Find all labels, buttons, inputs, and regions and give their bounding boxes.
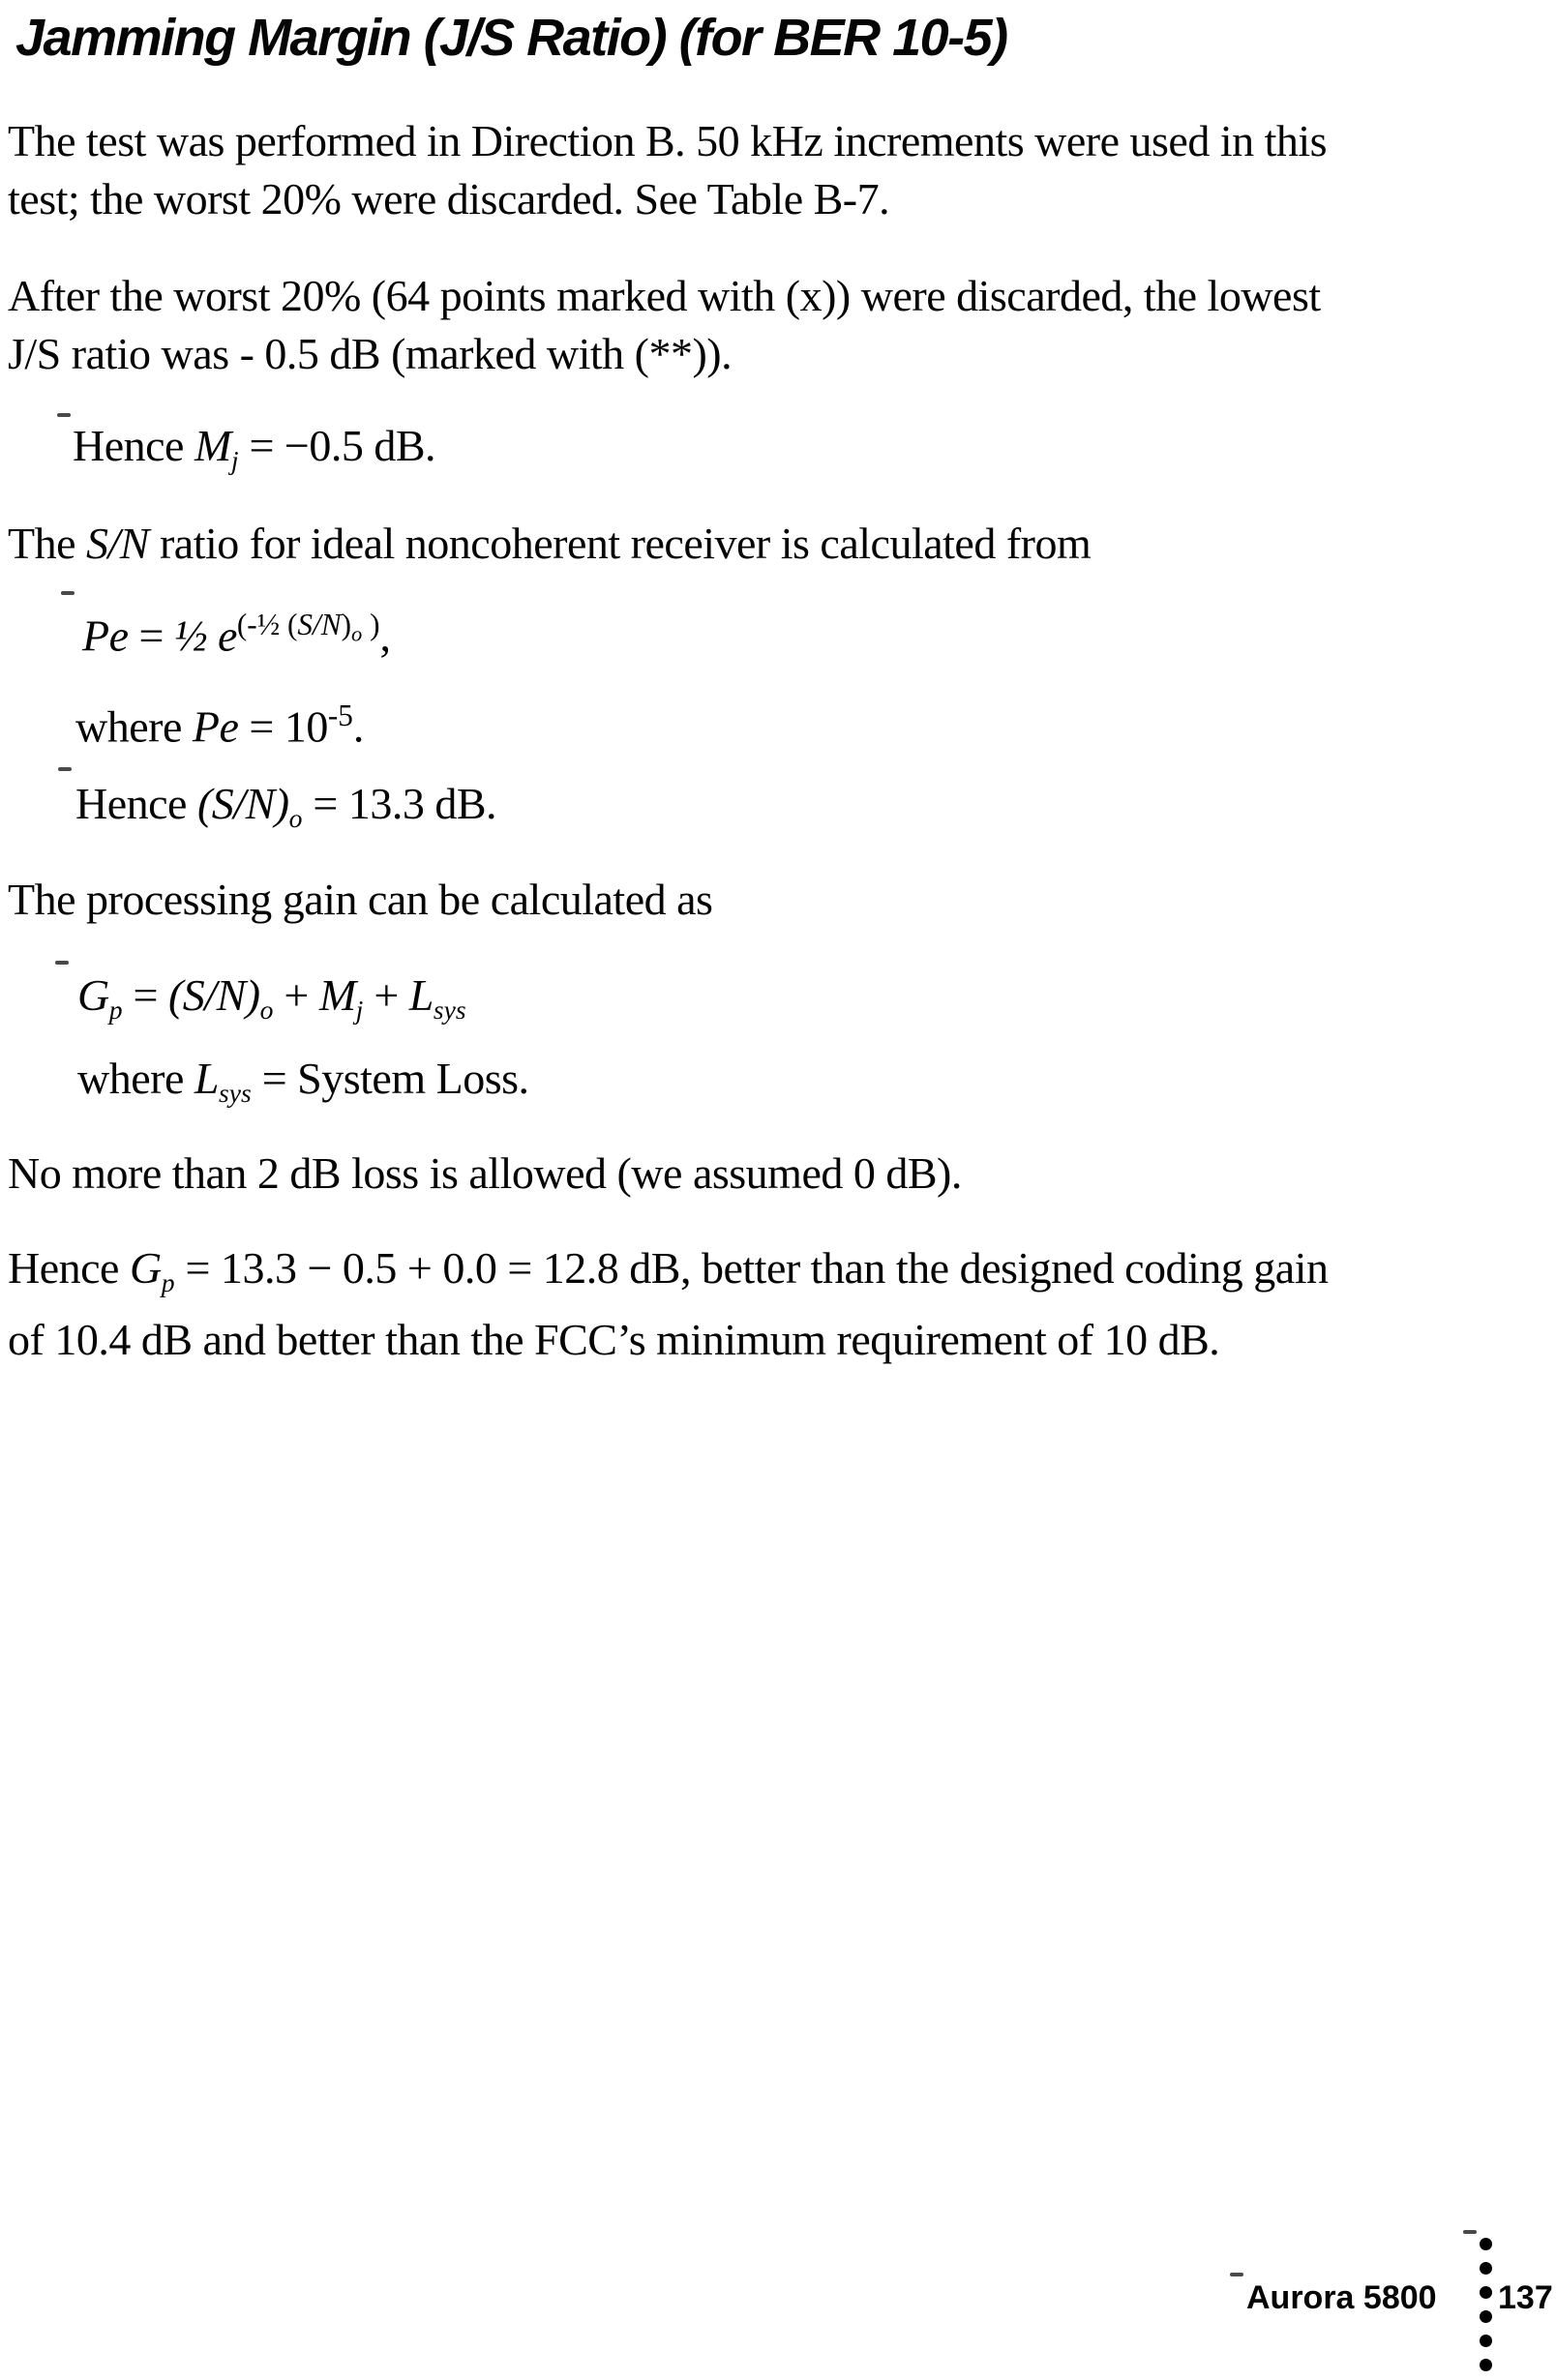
exponent-open: (-½ ( <box>236 608 298 641</box>
gp-equals: = <box>122 970 168 1020</box>
var-G-subscript-p-2: p <box>161 1267 175 1298</box>
where-pe-period: . <box>352 701 364 752</box>
scan-artifact-dash <box>1230 2273 1243 2276</box>
equation-pe-equals: = <box>128 610 174 661</box>
paragraph-discard-line2: J/S ratio was - 0.5 dB (marked with (**)). <box>8 329 733 378</box>
var-SN-subscript-o-2: o <box>259 995 274 1026</box>
var-L-subscript-sys: sys <box>433 995 466 1026</box>
var-M: M <box>194 421 231 470</box>
where-pe-pre: where <box>75 701 193 752</box>
where-lsys-rest: = System Loss. <box>251 1054 529 1103</box>
var-L-2: L <box>194 1054 219 1103</box>
var-SN-paren: (S/N) <box>196 779 289 828</box>
dot-icon <box>1480 2310 1492 2323</box>
gp-plus1: + <box>273 970 319 1020</box>
paragraph-discard <box>8 267 1321 383</box>
dot-icon <box>1480 2238 1492 2250</box>
scan-artifact-dash <box>1463 2230 1477 2234</box>
footer-dot-leader <box>1480 2238 1492 2380</box>
dot-icon <box>1480 2262 1492 2275</box>
exponent-close: ) <box>341 608 352 641</box>
fraction-one-half: ½ <box>173 610 218 661</box>
var-Pe-2: Pe <box>192 701 239 752</box>
paragraph-sn-post: ratio for ideal noncoherent receiver is calculated from <box>148 519 1092 568</box>
paragraph-conclusion-line1 <box>8 1239 1328 1311</box>
var-L-subscript-sys-2: sys <box>218 1078 252 1109</box>
page-title: Jamming Margin (J/S Ratio) (for BER 10-5) <box>15 9 1007 67</box>
paragraph-discard-line1: After the worst 20% (64 points marked with (x)) were discarded, the lowest <box>8 271 1321 320</box>
equation-jamming-margin-value: = −0.5 dB. <box>238 421 436 470</box>
var-SN-paren-2: (S/N) <box>167 970 260 1020</box>
var-M-2: M <box>318 970 356 1020</box>
paragraph-processing-gain: The processing gain can be calculated as <box>8 875 713 924</box>
paragraph-conclusion-line2: of 10.4 dB and better than the FCC’s minimum requirement of 10 dB. <box>8 1315 1220 1365</box>
exponent-var-SN: S/N <box>297 608 342 641</box>
paragraph-test-line2: test; the worst 20% were discarded. See Table B-7. <box>8 174 890 223</box>
dot-icon <box>1480 2359 1492 2371</box>
var-G: G <box>77 970 109 1020</box>
conclusion-prefix: Hence <box>8 1243 130 1293</box>
scan-artifact-dash <box>55 961 69 965</box>
equation-processing-gain <box>77 969 466 1026</box>
equation-sn-value <box>75 778 496 834</box>
var-e: e <box>217 610 237 661</box>
var-SN-subscript-o: o <box>288 803 303 834</box>
sn-value-result: = 13.3 dB. <box>302 779 497 828</box>
dot-icon <box>1480 2286 1492 2299</box>
exponent-end-paren: ) <box>362 608 380 641</box>
equation-jamming-margin <box>73 420 435 476</box>
var-G-2: G <box>129 1243 162 1293</box>
paragraph-sn-pre: The <box>8 519 87 568</box>
var-L: L <box>408 970 434 1020</box>
paragraph-test <box>8 112 1327 228</box>
var-SN: S/N <box>86 519 149 568</box>
scan-artifact-dash <box>57 413 71 417</box>
gp-plus2: + <box>363 970 409 1020</box>
paragraph-test-line1: The test was performed in Direction B. 50 kHz increments were used in this <box>8 116 1328 165</box>
equation-where-pe <box>75 699 364 752</box>
equation-pe <box>82 608 391 661</box>
equation-jamming-margin-prefix: Hence <box>73 421 194 470</box>
paragraph-conclusion <box>8 1239 1328 1368</box>
var-M-subscript-j: j <box>355 995 364 1026</box>
dot-icon <box>1480 2335 1492 2347</box>
var-Pe: Pe <box>82 610 129 661</box>
where-lsys-pre: where <box>77 1054 194 1103</box>
paragraph-loss-allowed: No more than 2 dB loss is allowed (we assumed 0 dB). <box>8 1148 962 1198</box>
equation-pe-exponent <box>236 608 380 646</box>
where-pe-mid: = 10 <box>238 701 328 752</box>
footer-page-number: 137 <box>1498 2279 1553 2316</box>
scan-artifact-dash <box>58 767 72 771</box>
equation-where-lsys <box>77 1053 529 1109</box>
var-M-subscript: j <box>230 445 239 476</box>
var-G-subscript-p: p <box>108 995 123 1026</box>
footer-product-name: Aurora 5800 <box>1246 2279 1437 2316</box>
sn-value-prefix: Hence <box>75 779 197 828</box>
exponent-subscript-o: o <box>351 621 363 646</box>
paragraph-sn-ratio <box>8 515 1091 573</box>
scan-artifact-dash <box>61 591 75 595</box>
equation-pe-comma: , <box>379 610 391 661</box>
conclusion-line1-rest: = 13.3 − 0.5 + 0.0 = 12.8 dB, better than the designed coding gain <box>174 1243 1329 1293</box>
exponent-minus5: -5 <box>327 699 353 732</box>
